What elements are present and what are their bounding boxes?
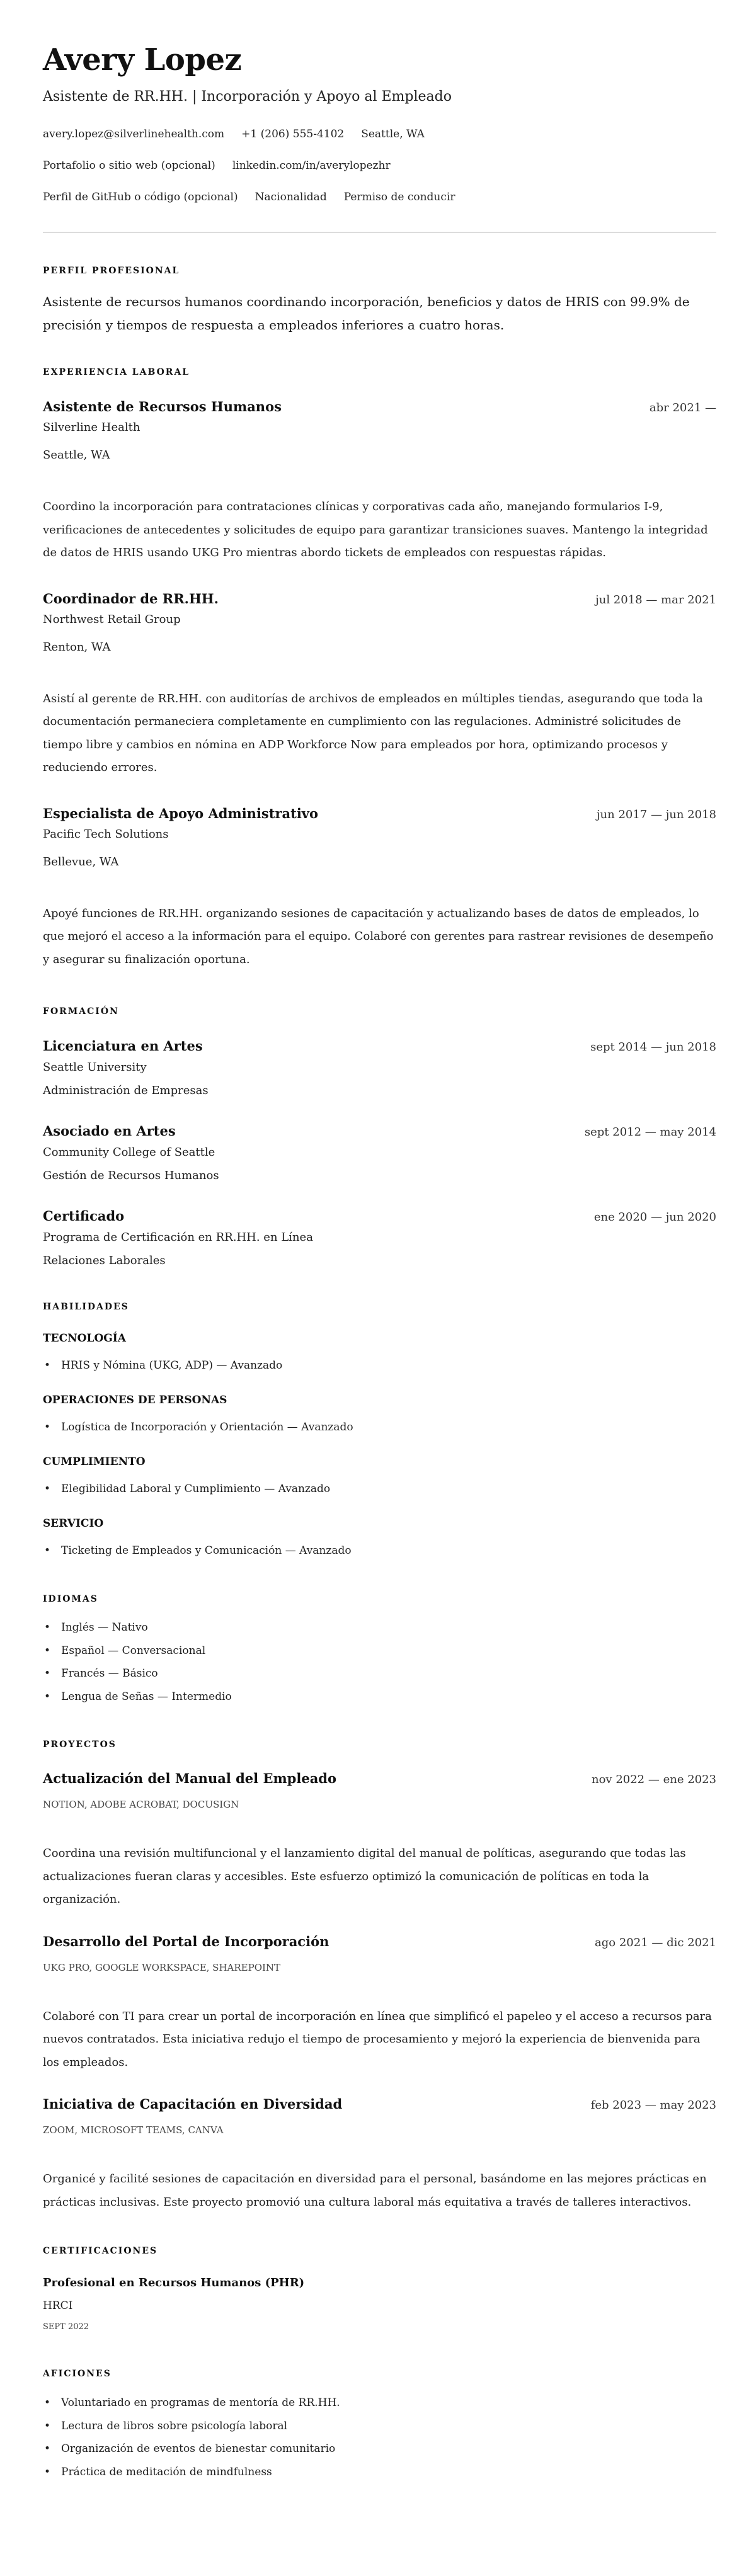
entry-header-row [43,1770,716,1789]
project-description: Colaboré con TI para crear un portal de incorporación en línea que simplificó el papeleo y el acceso a recursos para nuevos contratados. Esta iniciativa redujo el tiempo de procesamiento y mejoró la experiencia de bienvenida para los empleados. [43,2009,712,2069]
nationality: Nacionalidad [255,191,327,203]
project-dates: feb 2023 — may 2023 [590,2099,716,2112]
skill-list [43,1542,716,1559]
experience-entry [43,398,716,565]
contact-row [43,126,716,142]
job-dates: jul 2018 — mar 2021 [595,593,716,607]
job-title: Asistente de Recursos Humanos [43,399,282,414]
project-tech-stack: NOTION, ADOBE ACROBAT, DOCUSIGN [43,1799,239,1810]
project-tech-stack: UKG PRO, GOOGLE WORKSPACE, SHAREPOINT [43,1961,281,1973]
hobby-item: • Organización de eventos de bienestar comunitario [43,2437,716,2461]
school-name: Community College of Seattle [43,1146,215,1159]
language-item: • Francés — Básico [43,1662,716,1685]
education-dates: ene 2020 — jun 2020 [593,1211,716,1224]
portfolio-link[interactable]: Portafolio o sitio web (opcional) [43,159,215,172]
skill-category: TECNOLOGÍA [43,1332,126,1345]
header-divider [43,232,716,233]
summary-text: Asistente de recursos humanos coordinando incorporación, beneficios y datos de HRIS con 99.9% de precisión y tiempos de respuesta a empleados inferiores a cuatro horas. [43,294,690,333]
education-section [43,1005,716,1270]
section-heading: FORMACIÓN [43,1006,119,1017]
email-link[interactable]: avery.lopez@silverlinehealth.com [43,128,225,140]
hobbies-section [43,2368,716,2483]
skill-item: • Ticketing de Empleados y Comunicación — Avanzado [43,1542,716,1559]
summary-section [43,265,716,336]
resume-header [43,42,716,205]
school-name: Seattle University [43,1061,147,1074]
company-name: Silverline Health [43,421,140,434]
experience-entry [43,805,716,972]
job-title: Especialista de Apoyo Administrativo [43,805,319,821]
project-entry [43,2095,716,2214]
project-entry [43,1933,716,2075]
section-heading: EXPERIENCIA LABORAL [43,367,190,377]
degree-title: Certificado [43,1208,125,1224]
job-location: Bellevue, WA [43,855,119,869]
job-location: Renton, WA [43,640,111,654]
hobby-list [43,2391,716,2483]
projects-section [43,1738,716,2214]
skill-category: SERVICIO [43,1517,104,1530]
location: Seattle, WA [361,128,425,140]
education-entry [43,1207,716,1270]
section-heading: IDIOMAS [43,1594,98,1604]
candidate-headline: Asistente de RR.HH. | Incorporación y Apoyo al Empleado [43,89,452,105]
entry-header-row [43,1207,716,1226]
skill-category: CUMPLIMIENTO [43,1456,146,1468]
language-item: • Inglés — Nativo [43,1616,716,1639]
job-title: Coordinador de RR.HH. [43,590,219,607]
language-list [43,1616,716,1708]
project-description: Coordina una revisión multifuncional y el lanzamiento digital del manual de políticas, asegurando que todas las actualizaciones fueran claras y accesibles. Este esfuerzo optimizó la comunicación de políticas en toda la organización. [43,1847,686,1906]
school-name: Programa de Certificación en RR.HH. en Línea [43,1231,313,1244]
field-of-study: Gestión de Recursos Humanos [43,1169,219,1182]
certification-date: SEPT 2022 [43,2322,89,2332]
skill-item: • Elegibilidad Laboral y Cumplimiento — Avanzado [43,1481,716,1497]
education-entry [43,1122,716,1185]
job-description: Coordino la incorporación para contrataciones clínicas y corporativas cada año, manejando formularios I-9, verificaciones de antecedentes y solicitudes de equipo para garantizar transiciones suaves. Mantengo la integridad de datos de HRIS usando UKG Pro mientras abordo tickets de empleados con respuestas rápidas. [43,500,708,559]
skill-category: OPERACIONES DE PERSONAS [43,1394,227,1406]
company-name: Northwest Retail Group [43,612,181,626]
entry-header-row [43,1933,716,1952]
skills-section [43,1301,716,1559]
contact-row [43,189,716,205]
section-heading: PROYECTOS [43,1740,117,1750]
entry-header-row [43,590,716,609]
skill-item: • Logística de Incorporación y Orientación — Avanzado [43,1419,716,1435]
hobby-item: • Práctica de meditación de mindfulness [43,2461,716,2484]
entry-header-row [43,1037,716,1056]
drivers-license: Permiso de conducir [343,191,455,203]
job-location: Seattle, WA [43,448,110,462]
skill-list [43,1357,716,1374]
project-description: Organicé y facilité sesiones de capacitación en diversidad para el personal, basándome en las mejores prácticas en prácticas inclusivas. Este proyecto promovió una cultura laboral más equitativa a través de talleres interactivos. [43,2172,707,2209]
project-entry [43,1770,716,1912]
project-title: Actualización del Manual del Empleado [43,1770,336,1786]
github-link[interactable]: Perfil de GitHub o código (opcional) [43,191,238,203]
certifications-section [43,2245,716,2334]
project-title: Iniciativa de Capacitación en Diversidad [43,2096,343,2112]
job-description: Asistí al gerente de RR.HH. con auditorías de archivos de empleados en múltiples tiendas, asegurando que toda la documentación permaneciera completamente en cumplimiento con las regulaciones. Administré solicitudes de tiempo libre y cambios en nómina en ADP Workforce Now para empleados por hora, optimizando procesos y reduciendo errores. [43,692,703,774]
field-of-study: Relaciones Laborales [43,1254,166,1267]
project-title: Desarrollo del Portal de Incorporación [43,1933,329,1949]
linkedin-link[interactable]: linkedin.com/in/averylopezhr [232,159,391,172]
degree-title: Asociado en Artes [43,1123,176,1139]
language-item: • Español — Conversacional [43,1639,716,1663]
hobby-item: • Voluntariado en programas de mentoría de RR.HH. [43,2391,716,2415]
section-heading: CERTIFICACIONES [43,2246,158,2256]
section-heading: HABILIDADES [43,1302,129,1312]
job-dates: abr 2021 — [649,401,716,414]
education-dates: sept 2012 — may 2014 [584,1126,716,1139]
skill-list [43,1419,716,1435]
education-dates: sept 2014 — jun 2018 [590,1040,716,1054]
job-dates: jun 2017 — jun 2018 [596,807,716,821]
skill-list [43,1481,716,1497]
project-dates: nov 2022 — ene 2023 [592,1773,716,1786]
entry-header-row [43,398,716,417]
certification-title: Profesional en Recursos Humanos (PHR) [43,2276,305,2289]
candidate-name: Avery Lopez [43,42,242,77]
skill-item: • HRIS y Nómina (UKG, ADP) — Avanzado [43,1357,716,1374]
entry-header-row [43,1122,716,1141]
hobby-item: • Lectura de libros sobre psicología laboral [43,2415,716,2438]
contact-row [43,157,716,174]
education-entry [43,1037,716,1100]
language-item: • Lengua de Señas — Intermedio [43,1685,716,1709]
languages-section [43,1593,716,1708]
project-dates: ago 2021 — dic 2021 [595,1935,716,1949]
phone: +1 (206) 555-4102 [241,128,345,140]
section-heading: AFICIONES [43,2369,112,2379]
degree-title: Licenciatura en Artes [43,1038,203,1054]
entry-header-row [43,805,716,824]
section-heading: PERFIL PROFESIONAL [43,266,180,276]
experience-section [43,366,716,971]
certification-issuer: HRCI [43,2300,73,2312]
company-name: Pacific Tech Solutions [43,827,169,841]
entry-header-row [43,2095,716,2114]
field-of-study: Administración de Empresas [43,1084,209,1097]
project-tech-stack: ZOOM, MICROSOFT TEAMS, CANVA [43,2124,224,2136]
experience-entry [43,590,716,780]
job-description: Apoyé funciones de RR.HH. organizando sesiones de capacitación y actualizando bases de datos de empleados, lo que mejoró el acceso a la información para el equipo. Colaboré con gerentes para rastrear revisiones de desempeño y asegurar su finalización oportuna. [43,906,714,966]
